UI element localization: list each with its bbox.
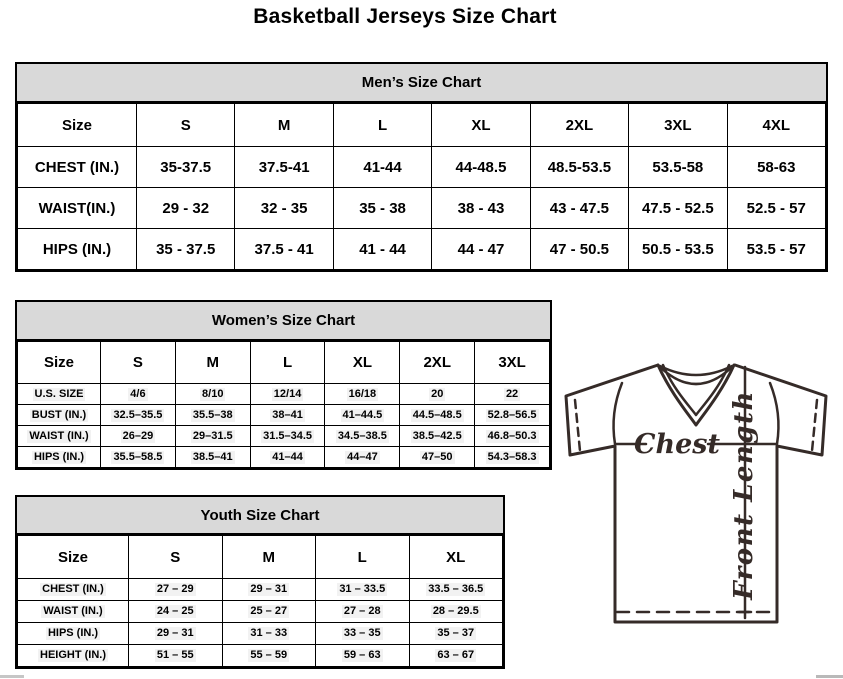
size-value-cell <box>175 447 250 468</box>
row-label-cell <box>18 147 137 188</box>
size-value-text: 4/6 <box>130 387 146 400</box>
chest-label: Chest <box>634 429 720 460</box>
size-value-cell <box>222 579 316 601</box>
size-value-text: 35 – 37 <box>437 627 475 639</box>
size-value-cell <box>400 384 475 405</box>
size-value-cell <box>129 601 223 623</box>
row-label-text: HIPS (IN.) <box>47 627 99 639</box>
size-value-text: 25 – 27 <box>250 605 288 617</box>
size-label-cell: Size <box>18 104 137 147</box>
size-value-cell <box>333 188 431 229</box>
size-column-header: 4XL <box>727 104 825 147</box>
size-value-cell <box>325 405 400 426</box>
size-value-text: 44.5–48.5 <box>412 408 462 421</box>
size-value-cell <box>250 447 325 468</box>
row-label-text: WAIST (IN.) <box>43 605 103 617</box>
row-label-cell <box>18 623 129 645</box>
table-row <box>18 623 503 645</box>
table-row <box>18 601 503 623</box>
size-column-header: M <box>235 104 333 147</box>
size-value-cell <box>250 384 325 405</box>
row-label-cell <box>18 601 129 623</box>
size-column-header: 2XL <box>530 104 628 147</box>
jersey-measurement-diagram <box>556 358 843 630</box>
womens-size-table <box>17 341 550 468</box>
size-value-text: 27 – 28 <box>343 605 381 617</box>
size-value-text: 46.8–50.3 <box>487 429 537 442</box>
size-value-text: 31 – 33.5 <box>339 583 386 595</box>
row-label-cell <box>18 188 137 229</box>
youth-size-chart <box>15 495 505 669</box>
size-column-header: 3XL <box>629 104 727 147</box>
size-value-cell <box>316 601 410 623</box>
size-value-text: 12/14 <box>273 387 302 400</box>
size-value-text: 37.5 - 41 <box>254 240 314 258</box>
collar-back-arc <box>660 366 732 375</box>
left-cuff-dashed-line <box>575 400 580 451</box>
size-label-cell: Size <box>18 342 101 384</box>
table-row <box>18 405 550 426</box>
size-value-cell <box>325 384 400 405</box>
size-value-cell <box>400 447 475 468</box>
size-value-text: 38 - 43 <box>457 199 505 217</box>
size-value-cell <box>222 645 316 667</box>
size-value-cell <box>400 405 475 426</box>
size-value-cell <box>727 229 825 270</box>
size-value-text: 51 – 55 <box>156 649 194 661</box>
size-value-cell <box>432 188 530 229</box>
size-value-cell <box>235 229 333 270</box>
size-value-text: 44 - 47 <box>457 240 505 258</box>
size-value-text: 58-63 <box>757 158 796 176</box>
size-value-cell <box>325 447 400 468</box>
size-value-text: 52.5 - 57 <box>746 199 806 217</box>
row-label-text: HIPS (IN.) <box>42 240 112 258</box>
size-value-cell <box>629 229 727 270</box>
size-value-cell <box>137 229 235 270</box>
size-value-cell <box>101 426 176 447</box>
page-title: Basketball Jerseys Size Chart <box>253 5 557 28</box>
size-value-cell <box>409 623 503 645</box>
size-value-text: 38.5–42.5 <box>412 429 462 442</box>
womens-size-chart <box>15 300 552 470</box>
table-row <box>18 229 826 270</box>
row-label-text: U.S. SIZE <box>34 387 84 400</box>
size-value-cell <box>727 188 825 229</box>
table-row <box>18 447 550 468</box>
size-value-text: 33 – 35 <box>343 627 381 639</box>
size-value-text: 32 - 35 <box>260 199 308 217</box>
mens-size-chart-header: Men’s Size Chart <box>17 64 826 103</box>
table-row <box>18 645 503 667</box>
size-value-cell <box>235 147 333 188</box>
size-value-text: 28 – 29.5 <box>432 605 479 617</box>
size-value-cell <box>250 405 325 426</box>
right-armhole-seam <box>770 383 778 444</box>
youth-size-chart-header: Youth Size Chart <box>17 497 503 535</box>
size-value-text: 35 - 38 <box>359 199 406 217</box>
size-value-text: 41-44 <box>363 158 402 176</box>
front-length-label: Front Length <box>729 390 759 600</box>
size-value-text: 59 – 63 <box>343 649 381 661</box>
size-value-cell <box>333 147 431 188</box>
size-value-text: 63 – 67 <box>437 649 475 661</box>
table-row <box>18 426 550 447</box>
size-value-cell <box>475 384 550 405</box>
size-value-cell <box>101 384 176 405</box>
size-column-header: M <box>222 536 316 579</box>
size-column-header: L <box>316 536 410 579</box>
womens-size-chart-header: Women’s Size Chart <box>17 302 550 341</box>
row-label-cell <box>18 579 129 601</box>
size-value-cell <box>629 188 727 229</box>
size-value-text: 20 <box>431 387 444 400</box>
size-value-text: 24 – 25 <box>156 605 194 617</box>
size-value-cell <box>316 645 410 667</box>
youth-size-table <box>17 535 503 667</box>
size-header-row <box>18 536 503 579</box>
row-label-cell <box>18 384 101 405</box>
size-value-text: 29–31.5 <box>192 429 233 442</box>
size-value-text: 48.5-53.5 <box>547 158 612 176</box>
size-value-cell <box>727 147 825 188</box>
size-column-header: S <box>101 342 176 384</box>
page-edge-artifact-left <box>0 675 24 678</box>
size-value-text: 47.5 - 52.5 <box>641 199 714 217</box>
size-value-cell <box>475 426 550 447</box>
table-row <box>18 188 826 229</box>
size-value-cell <box>235 188 333 229</box>
size-value-text: 55 – 59 <box>250 649 288 661</box>
size-value-cell <box>129 645 223 667</box>
row-label-text: HIPS (IN.) <box>33 450 85 463</box>
row-label-cell <box>18 426 101 447</box>
size-value-cell <box>325 426 400 447</box>
size-label-cell: Size <box>18 536 129 579</box>
size-value-cell <box>129 623 223 645</box>
size-value-text: 37.5-41 <box>258 158 310 176</box>
size-value-text: 50.5 - 53.5 <box>641 240 714 258</box>
table-row <box>18 579 503 601</box>
size-value-cell <box>409 579 503 601</box>
size-value-cell <box>316 579 410 601</box>
size-value-text: 53.5-58 <box>652 158 704 176</box>
size-header-row <box>18 342 550 384</box>
size-value-cell <box>409 645 503 667</box>
size-value-cell <box>137 188 235 229</box>
mens-size-table <box>17 103 826 270</box>
size-value-cell <box>432 229 530 270</box>
size-value-cell <box>530 229 628 270</box>
size-value-text: 22 <box>505 387 519 400</box>
size-value-text: 41–44.5 <box>342 408 383 421</box>
size-value-cell <box>175 405 250 426</box>
size-value-text: 26–29 <box>122 429 154 442</box>
row-label-text: HEIGHT (IN.) <box>40 649 106 661</box>
size-value-text: 43 - 47.5 <box>549 199 609 217</box>
size-value-cell <box>129 579 223 601</box>
size-value-text: 27 – 29 <box>156 583 194 595</box>
table-row <box>18 384 550 405</box>
row-label-text: CHEST (IN.) <box>34 158 120 176</box>
size-value-text: 31.5–34.5 <box>263 429 313 442</box>
size-value-text: 35-37.5 <box>160 158 212 176</box>
row-label-text: CHEST (IN.) <box>42 583 104 595</box>
size-value-cell <box>222 601 316 623</box>
page-edge-artifact-right <box>816 675 843 678</box>
size-value-text: 32.5–35.5 <box>113 408 163 421</box>
size-value-text: 34.5–38.5 <box>337 429 387 442</box>
size-value-cell <box>629 147 727 188</box>
size-value-cell <box>333 229 431 270</box>
size-value-text: 16/18 <box>348 387 377 400</box>
size-value-text: 29 - 32 <box>162 199 210 217</box>
row-label-cell <box>18 405 101 426</box>
size-column-header: M <box>175 342 250 384</box>
size-header-row <box>18 104 826 147</box>
left-armhole-seam <box>614 383 622 444</box>
size-value-text: 52.8–56.5 <box>487 408 537 421</box>
size-value-cell <box>409 601 503 623</box>
size-value-text: 44-48.5 <box>455 158 507 176</box>
size-value-text: 31 – 33 <box>250 627 288 639</box>
size-value-cell <box>400 426 475 447</box>
size-value-cell <box>137 147 235 188</box>
size-value-text: 38.5–41 <box>192 450 233 463</box>
size-value-cell <box>175 426 250 447</box>
size-value-text: 44–47 <box>347 450 378 463</box>
size-value-cell <box>530 147 628 188</box>
right-cuff-dashed-line <box>812 400 817 451</box>
size-column-header: XL <box>325 342 400 384</box>
row-label-text: BUST (IN.) <box>31 408 87 421</box>
size-value-text: 29 – 31 <box>250 583 288 595</box>
size-value-text: 41 - 44 <box>359 240 406 258</box>
row-label-cell <box>18 645 129 667</box>
size-value-cell <box>175 384 250 405</box>
size-value-text: 53.5 - 57 <box>746 240 806 258</box>
size-column-header: S <box>129 536 223 579</box>
size-value-cell <box>475 405 550 426</box>
size-column-header: S <box>137 104 235 147</box>
size-value-cell <box>530 188 628 229</box>
size-column-header: XL <box>432 104 530 147</box>
size-value-text: 47 - 50.5 <box>549 240 609 258</box>
size-value-cell <box>432 147 530 188</box>
size-value-text: 47–50 <box>421 450 453 463</box>
size-value-text: 35.5–58.5 <box>113 450 163 463</box>
table-row <box>18 147 826 188</box>
size-value-cell <box>101 405 176 426</box>
size-value-text: 8/10 <box>202 387 224 400</box>
size-value-text: 54.3–58.3 <box>487 450 537 463</box>
mens-size-chart <box>15 62 828 272</box>
size-value-cell <box>250 426 325 447</box>
size-column-header: L <box>250 342 325 384</box>
size-value-text: 41–44 <box>272 450 303 463</box>
size-column-header: L <box>333 104 431 147</box>
size-value-cell <box>222 623 316 645</box>
row-label-cell <box>18 229 137 270</box>
size-value-cell <box>316 623 410 645</box>
size-value-text: 38–41 <box>272 408 303 421</box>
size-value-text: 35 - 37.5 <box>156 240 216 258</box>
size-column-header: 2XL <box>400 342 475 384</box>
row-label-cell <box>18 447 101 468</box>
size-value-cell <box>101 447 176 468</box>
row-label-text: WAIST (IN.) <box>29 429 89 442</box>
size-value-text: 35.5–38 <box>192 408 233 421</box>
row-label-text: WAIST(IN.) <box>38 199 116 217</box>
size-value-cell <box>475 447 550 468</box>
jersey-outline <box>566 365 826 622</box>
size-value-text: 29 – 31 <box>156 627 194 639</box>
size-column-header: 3XL <box>475 342 550 384</box>
size-value-text: 33.5 – 36.5 <box>428 583 484 595</box>
size-column-header: XL <box>409 536 503 579</box>
